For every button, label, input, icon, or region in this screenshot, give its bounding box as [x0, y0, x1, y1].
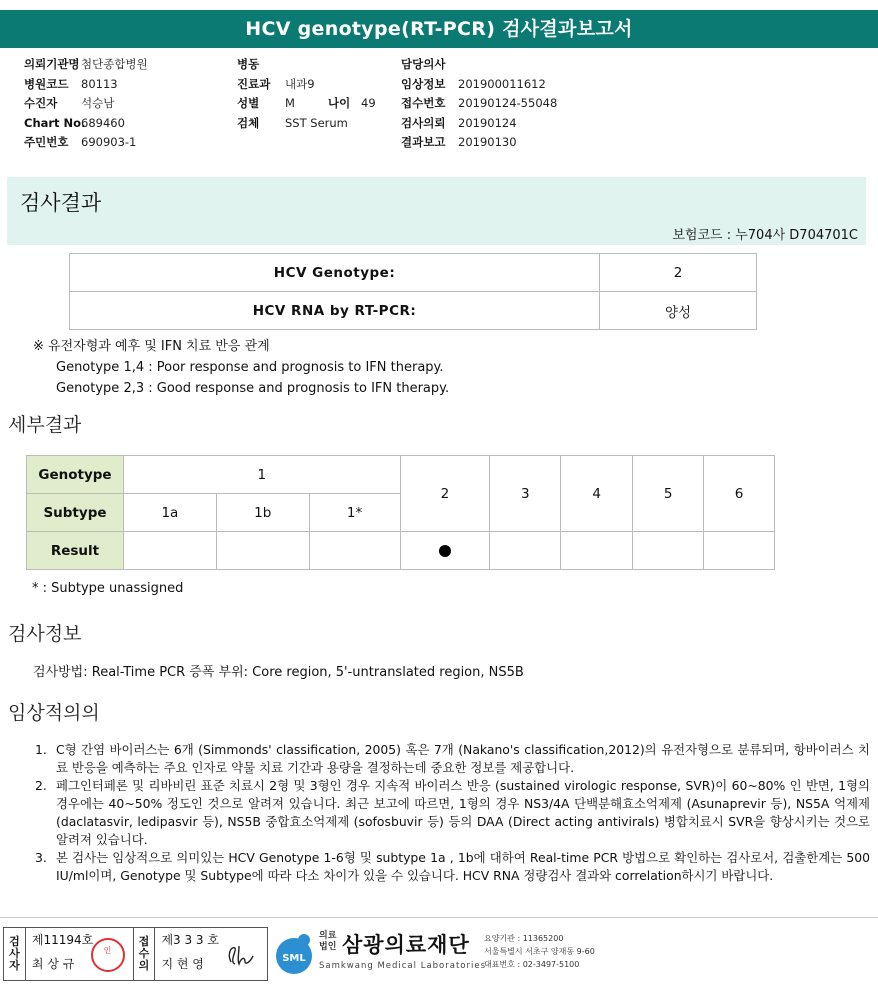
- list-text: C형 간염 바이러스는 6개 (Simmonds' classification, 2005) 혹은 7개 (Nakano's classification,2012)의 유전자형으로 분류되며, 항바이러스 치료 반응을 예측하는 주요 인자로 약물 치료 기간과 용량을 결정하는데 중요한 정보를 제공합니다.: [56, 742, 870, 775]
- info-value: 690903-1: [81, 135, 137, 149]
- tester-name: 최 상 규: [31, 957, 75, 971]
- list-item: [30, 849, 870, 885]
- table-row: [70, 292, 757, 330]
- info-row-report-date: [401, 133, 557, 153]
- table-row: [27, 532, 775, 570]
- info-row-ward: [237, 55, 376, 75]
- result-marker-dot: [439, 545, 451, 557]
- info-row-doctor: [401, 55, 557, 75]
- info-row-request-date: [401, 114, 557, 134]
- result-cell: [633, 532, 704, 570]
- tester-block: [26, 928, 134, 980]
- info-value: 201900011612: [458, 76, 546, 91]
- insurance-code: 보험코드 : 누704사 D704701C: [672, 228, 858, 243]
- clinical-list: [30, 741, 870, 885]
- info-value: 49: [361, 96, 376, 110]
- genotype-1-cell: 1: [123, 456, 400, 494]
- row-label-genotype: Genotype: [27, 456, 124, 494]
- list-number: 1.: [35, 742, 47, 757]
- info-value: SST Serum: [285, 115, 348, 130]
- genotype-cell: 4: [561, 456, 633, 532]
- patient-info-col3: [401, 55, 557, 153]
- footer-divider: [0, 917, 878, 918]
- lab-logo: [272, 928, 872, 984]
- info-row-receipt-no: [401, 94, 557, 114]
- table-row: [27, 456, 775, 494]
- info-label: Chart No.: [24, 115, 86, 130]
- list-text: 페그인터페론 및 리바비린 표준 치료시 2형 및 3형인 경우 지속적 바이러스 반응 (sustained virologic response, SVR)이 60~80% 인 반면, 1형의 경우에는 40~50% 정도인 것으로 알려져 있습니다. 최근 보고에 따르면, 1형의 경우 NS3/4A 단백분해효소억제제 (Asunaprevir 등), NS5A 억제제 (daclatasvir, ledipasvir 등), NS5B 중합효소억제제 (sofosbuvir 등) 등의 DAA (Direct acting antivirals) 병합치료시 SVR을 향상시키는 것으로 알려져 있습니다.: [56, 778, 870, 847]
- note-line: Genotype 2,3 : Good response and prognosis to IFN therapy.: [56, 381, 450, 396]
- result-cell: [123, 532, 216, 570]
- list-number: 3.: [35, 850, 47, 865]
- subtype-cell: 1a: [123, 494, 216, 532]
- note-title: ※ 유전자형과 예후 및 IFN 치료 반응 관계: [33, 339, 270, 354]
- method-heading: 검사정보: [8, 623, 82, 645]
- org-english-name: Samkwang Medical Laboratories: [319, 961, 487, 971]
- genotype-cell: 5: [633, 456, 704, 532]
- summary-value: 2: [600, 254, 757, 292]
- result-cell: [216, 532, 309, 570]
- org-contact: [484, 932, 595, 971]
- result-cell: [309, 532, 400, 570]
- list-item: [30, 741, 870, 777]
- contact-line: 대표번호 : 02-3497-5100: [484, 960, 580, 969]
- info-row-hospital-code: [24, 75, 148, 95]
- genotype-cell: 2: [400, 456, 490, 532]
- signature-box: [3, 927, 268, 981]
- list-number: 2.: [35, 778, 47, 793]
- genotype-note: [33, 336, 449, 399]
- detail-heading: 세부결과: [8, 414, 82, 436]
- info-row-sex-age: [237, 94, 376, 114]
- contact-line: 서울특별시 서초구 양재동 9-60: [484, 947, 595, 956]
- info-row-chart-no: [24, 114, 148, 134]
- info-value: 석승남: [81, 96, 115, 110]
- approver-block: [155, 928, 267, 980]
- patient-info-col2: [237, 55, 376, 133]
- summary-key: HCV Genotype:: [70, 254, 600, 292]
- info-label: 검체: [237, 115, 260, 130]
- info-label: 접수번호: [401, 96, 446, 110]
- org-prefix-2: 법인: [319, 942, 337, 952]
- tester-label: 검 사 자: [4, 928, 26, 980]
- info-label: 검사의뢰: [401, 115, 446, 130]
- report-title: HCV genotype(RT-PCR) 검사결과보고서: [0, 10, 878, 48]
- result-section-band: [7, 177, 866, 245]
- info-row-specimen: [237, 114, 376, 134]
- method-text: 검사방법: Real-Time PCR 증폭 부위: Core region, 5'-untranslated region, NS5B: [33, 665, 524, 680]
- info-row-clinical-info: [401, 75, 557, 95]
- tester-seal: 인: [91, 938, 125, 972]
- info-value: 80113: [81, 76, 118, 91]
- summary-key: HCV RNA by RT-PCR:: [70, 292, 600, 330]
- contact-line: 요양기관 : 11365200: [484, 934, 564, 943]
- info-value: M: [285, 96, 295, 110]
- info-value: 첨단종합병원: [81, 57, 148, 71]
- list-text: 본 검사는 임상적으로 의미있는 HCV Genotype 1-6형 및 subtype 1a , 1b에 대하여 Real-time PCR 방법으로 확인하는 검사로서, 검출한계는 500 IU/ml이며, Genotype 및 Subtype에 따라 다소 차이가 있을 수 있습니다. HCV RNA 정량검사 결과와 correlation하시기 바랍니다.: [56, 850, 870, 883]
- clinical-heading: 임상적의의: [8, 702, 100, 724]
- subtype-cell: 1*: [309, 494, 400, 532]
- row-label-result: Result: [27, 532, 124, 570]
- info-row-resident-no: [24, 133, 148, 153]
- info-label: 병원코드: [24, 76, 69, 91]
- info-label: 임상정보: [401, 76, 446, 91]
- result-heading: 검사결과: [20, 191, 102, 215]
- subtype-footnote: * : Subtype unassigned: [32, 581, 184, 596]
- org-prefix-1: 의료: [319, 931, 337, 941]
- patient-info-col1: [24, 55, 148, 153]
- genotype-cell: 3: [490, 456, 561, 532]
- info-value: 20190130: [458, 135, 517, 149]
- info-label: 수진자: [24, 96, 58, 110]
- table-row: [70, 254, 757, 292]
- org-prefix: [319, 931, 336, 953]
- summary-table: [69, 253, 757, 330]
- info-label: 주민번호: [24, 135, 69, 149]
- tester-license-no: 제11194호: [31, 933, 94, 947]
- info-row-institution: [24, 55, 148, 75]
- approver-license-no: 제3 3 3 호: [161, 933, 219, 947]
- org-name: 삼광의료재단: [342, 933, 470, 957]
- info-value: 20190124-55048: [458, 96, 558, 110]
- info-label: 결과보고: [401, 135, 446, 149]
- approver-name: 지 현 영: [161, 957, 204, 971]
- detail-table: [26, 455, 775, 570]
- summary-value: 양성: [600, 292, 757, 330]
- info-label: 담당의사: [401, 57, 446, 71]
- result-cell-genotype-2: [400, 532, 490, 570]
- info-value: 20190124: [458, 115, 517, 130]
- result-cell: [490, 532, 561, 570]
- info-value: 내과9: [285, 76, 315, 91]
- result-cell: [704, 532, 775, 570]
- info-value: 689460: [81, 115, 125, 130]
- row-label-subtype: Subtype: [27, 494, 124, 532]
- signature-icon: [223, 940, 257, 970]
- info-label: 의뢰기관명: [24, 57, 80, 71]
- subtype-cell: 1b: [216, 494, 309, 532]
- list-item: [30, 777, 870, 849]
- sml-logo-icon: [272, 930, 316, 976]
- genotype-cell: 6: [704, 456, 775, 532]
- note-line: Genotype 1,4 : Poor response and prognosis to IFN therapy.: [56, 360, 444, 375]
- info-label: 성별: [237, 96, 260, 110]
- info-label: 진료과: [237, 76, 271, 91]
- info-label: 병동: [237, 57, 260, 71]
- info-row-department: [237, 75, 376, 95]
- result-cell: [561, 532, 633, 570]
- info-label: 나이: [328, 96, 351, 110]
- logo-text: SML: [282, 953, 306, 964]
- info-row-patient-name: [24, 94, 148, 114]
- approver-label: 접 수 의: [134, 928, 156, 980]
